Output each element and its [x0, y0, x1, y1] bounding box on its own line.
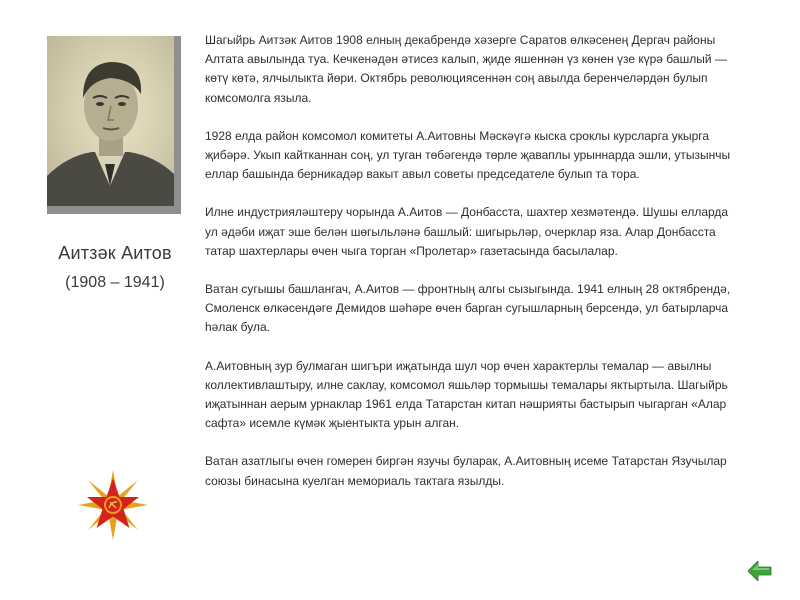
portrait-photo — [47, 36, 174, 206]
biography-paragraph-5: А.Аитовның зур булмаган шигъри иҗатында шул чор өчен характерлы темалар — авылны коллективлаштыру, илне саклау, комсомол яшьләр тормышы темалары яктыртыла. Шагыйрь иҗатыннан аерым урнаклар 1961 елда Татарстан китап нәшрияты бастырып чыгарган «Алар сафта» исемле күмәк җыентыкта урын алган. — [205, 358, 728, 431]
biography-paragraph-4: Ватан сугышы башлангач, А.Аитов — фронтның алгы сызыгында. 1941 елның 28 октябрендә, Смоленск өлкәсендәге Демидов шәһәре өчен барган сугышларның берсендә, ул батырларча һәлак була. — [205, 282, 731, 335]
back-arrow-icon[interactable] — [748, 561, 772, 581]
order-star-icon — [78, 470, 148, 540]
biography-paragraph-2: 1928 елда район комсомол комитеты А.Аитовны Мәскәүгә кыска сроклы курсларга укырга җибәрә. Укып кайтканнан соң, ул туган төбәгендә төрле җаваплы урыннарда эшли, утызынчы еллар башында берникадәр вакыт авыл советы председателе булып та тора. — [205, 128, 731, 182]
portrait-frame — [47, 36, 181, 214]
biography-paragraph-3: Илне индустрияләштеру чорында А.Аитов — Донбасста, шахтер хезмәтендә. Шушы елларда ул әдәби иҗат эше белән шөгыльләнә башлый: шигырьләр, очерклар яза. Алар Донбасста татар шахтерлары өчен чыга торган «Пролетар» газетасында басылалар. — [205, 205, 729, 258]
biography-paragraph-1: Шагыйрь Аитзәк Аитов 1908 елның декабрендә хәзерге Саратов өлкәсенең Дергач районы Алтата авылында туа. Кечкенәдән әтисез калып, җиде яшеннән үз көнен үзе күрә башлый — көтү көтә, ялчылыкта йөри. Октябрь революциясеннән соң авылда беренчеләрдән булып комсомолга языла. — [205, 33, 727, 105]
person-name: Аитзәк Аитов — [58, 243, 172, 263]
biography-paragraph-6: Ватан азатлыгы өчен гомерен биргән язучы буларак, А.Аитовның исеме Татарстан Язучылар союзы бинасына куелган мемориаль тактага язылды. — [205, 454, 727, 488]
person-years: (1908 – 1941) — [65, 274, 165, 291]
portrait-drawing — [47, 36, 174, 206]
biography-text — [205, 31, 735, 510]
